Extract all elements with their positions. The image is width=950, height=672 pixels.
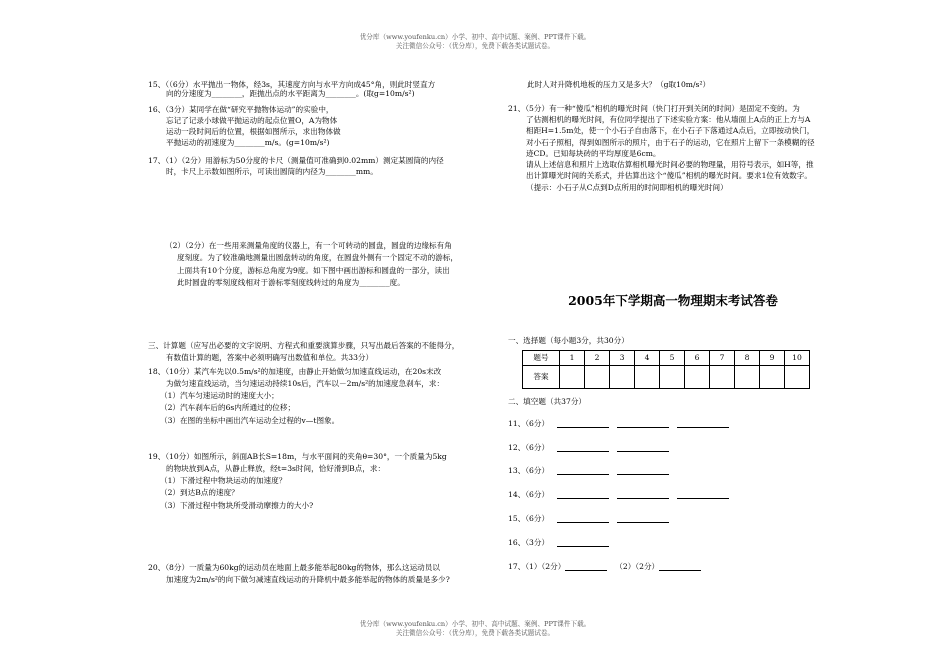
fill-15-blank-1[interactable] xyxy=(557,514,609,523)
q18-line-5: （3）在图的坐标中画出汽车运动全过程的v—t图象。 xyxy=(160,415,340,425)
question-20 xyxy=(148,562,450,586)
fill-12 xyxy=(508,443,669,452)
q17b-line-4: 此时圆盘的零刻度线相对于游标零刻度线转过的角度为________度。 xyxy=(177,277,405,287)
question-16 xyxy=(148,104,341,148)
question-19 xyxy=(148,451,447,512)
q19-line-5: （3）下滑过程中物块所受滑动摩擦力的大小? xyxy=(160,500,314,510)
question-17-part-2 xyxy=(165,240,458,289)
table-num-2: 2 xyxy=(585,351,610,366)
q21-line-4: 对小石子照相，得到如图所示的照片，由于石子的运动，它在照片上留下一条模糊的径 xyxy=(526,137,815,147)
q19-line-1: 19、（10分）如图所示，斜面AB长S=18m，与水平面间的夹角θ=30°，一个质量为5kg xyxy=(148,452,447,461)
fill-16 xyxy=(508,538,609,547)
table-num-5: 5 xyxy=(660,351,685,366)
footer-line-1: 优分库（www.youfenku.cn）小学、初中、高中试题、案例、PPT课件下载。 xyxy=(359,620,591,628)
fill-14 xyxy=(508,490,729,499)
fill-17-blank-2[interactable] xyxy=(659,562,701,571)
page-footer xyxy=(0,620,950,638)
q20-continued-line: 此时人对升降机地板的压力又是多大？（g取10m/s²） xyxy=(527,80,711,89)
q18-line-4: （2）汽车刹车后的6s内所通过的位移； xyxy=(160,403,296,413)
table-answer-label: 答案 xyxy=(523,366,560,389)
table-num-10: 10 xyxy=(785,351,810,366)
table-header-label: 题号 xyxy=(523,351,560,366)
q16-line-4: 平抛运动的初速度为________m/s。(g=10m/s²) xyxy=(166,138,330,147)
answer-cell-8[interactable] xyxy=(735,366,760,389)
q19-line-2: 的物块放到A点，从静止释放，经t=3s时间，恰好滑到B点，求： xyxy=(166,464,386,474)
section-2-heading: 二、填空题（共37分） xyxy=(508,397,587,406)
q17-line-2: 时，卡尺上示数如图所示，可读出圆筒的内径为________mm。 xyxy=(166,167,378,176)
table-num-9: 9 xyxy=(760,351,785,366)
q20-line-1: 20、（8分）一质量为60kg的运动员在地面上最多能举起80kg的物体，那么这运动员以 xyxy=(148,563,440,572)
q21-line-2: 了估测相机的曝光时间，有位同学提出了下述实验方案：他从墙面上A点的正上方与A xyxy=(526,115,811,125)
answer-cell-5[interactable] xyxy=(660,366,685,389)
answer-cell-2[interactable] xyxy=(585,366,610,389)
header-line-1: 优分库（www.youfenku.cn）小学、初中、高中试题、案例、PPT课件下载。 xyxy=(359,33,591,41)
q16-line-1: 16、（3分）某同学在做“研究平抛物体运动”的实验中， xyxy=(148,105,334,114)
fill-13-blank-2[interactable] xyxy=(617,466,669,475)
table-num-8: 8 xyxy=(735,351,760,366)
fill-15 xyxy=(508,514,669,523)
fill-14-blank-3[interactable] xyxy=(677,490,729,499)
q17-line-1: 17、（1）（2分）用游标为50分度的卡尺（测量值可准确到0.02mm）测定某圆筒的内径 xyxy=(148,156,444,165)
question-17 xyxy=(148,155,444,177)
q18-line-1: 18、（10分）某汽车先以0.5m/s²的加速度，由静止开始做匀加速直线运动，在20s末改 xyxy=(148,367,442,376)
q15-line-2: 向的分速度为________，距抛出点的水平距离为________。(取g=10m/s²) xyxy=(166,89,415,99)
table-num-7: 7 xyxy=(710,351,735,366)
q21-line-7: 出计算曝光时间的关系式，并估算出这个“傻瓜”相机的曝光时间。要求1位有效数字。 xyxy=(526,171,812,181)
fill-12-blank-2[interactable] xyxy=(617,443,669,452)
fill-15-blank-2[interactable] xyxy=(617,514,669,523)
section3-line-1: 三、计算题（应写出必要的文字说明、方程式和重要演算步骤，只写出最后答案的不能得分， xyxy=(148,341,460,350)
table-num-1: 1 xyxy=(560,351,585,366)
table-num-6: 6 xyxy=(685,351,710,366)
answer-cell-10[interactable] xyxy=(785,366,810,389)
fill-17-part-2-label: （2）（2分） xyxy=(615,562,660,571)
table-num-4: 4 xyxy=(635,351,660,366)
q15-line-1: 15、（（6分）水平抛出一物体，经3s，其速度方向与水平方向成45°角，则此时竖直方 xyxy=(148,80,436,89)
fill-11-blank-3[interactable] xyxy=(677,419,729,428)
section-1-heading: 一、选择题（每小题3分，共30分） xyxy=(508,336,629,345)
answer-cell-9[interactable] xyxy=(760,366,785,389)
question-18 xyxy=(148,366,444,427)
table-num-3: 3 xyxy=(610,351,635,366)
fill-17 xyxy=(508,562,701,571)
fill-13-blank-1[interactable] xyxy=(557,466,609,475)
fill-12-blank-1[interactable] xyxy=(557,443,609,452)
fill-16-blank-1[interactable] xyxy=(557,538,609,547)
question-21 xyxy=(508,103,815,193)
q16-line-3: 运动一段时间后的位置，根据如图所示，求出物体做 xyxy=(166,127,341,136)
q17b-line-2: 度刻度。为了较准确地测量出圆盘转动的角度，在圆盘外侧有一个固定不动的游标， xyxy=(177,253,458,263)
fill-14-label: 14、（6分） xyxy=(508,490,550,499)
fill-17-part-1-label: 17、（1）（2分） xyxy=(508,562,566,571)
question-20-continued xyxy=(527,80,710,89)
section-3-heading xyxy=(148,340,459,364)
q17b-line-1: （2）（2分）在一些用来测量角度的仪器上，有一个可转动的圆盘，圆盘的边缘标有角 xyxy=(165,241,452,250)
q16-line-2: 忘记了记录小球做平抛运动的起点位置O，A为物体 xyxy=(166,116,338,125)
answer-cell-1[interactable] xyxy=(560,366,585,389)
answer-sheet-title: 2005年下学期高一物理期末考试答卷 xyxy=(568,293,778,308)
answer-cell-7[interactable] xyxy=(710,366,735,389)
fill-14-blank-1[interactable] xyxy=(557,490,609,499)
q20-line-2: 加速度为2m/s²的向下做匀减速直线运动的升降机中最多能举起的物体的质量是多少? xyxy=(166,575,450,585)
fill-11-label: 11、（6分） xyxy=(508,419,550,428)
q21-line-1: 21、（5分）有一种“傻瓜”相机的曝光时间（快门打开到关闭的时间）是固定不变的。为 xyxy=(508,104,800,113)
q19-line-3: （1）下滑过程中物块运动的加速度？ xyxy=(160,476,287,486)
fill-13-label: 13、（6分） xyxy=(508,466,550,475)
answer-cell-6[interactable] xyxy=(685,366,710,389)
answer-table-answer-row xyxy=(523,366,810,389)
answer-table xyxy=(522,350,810,389)
q18-line-3: （1）汽车匀速运动时的速度大小； xyxy=(160,391,279,401)
fill-13 xyxy=(508,466,669,475)
q21-line-3: 相距H=1.5m处，使一个小石子自由落下，在小石子下落通过A点后，立即按动快门， xyxy=(526,126,815,136)
footer-line-2: 关注微信公众号：（优分库），免费下载各类试题试卷。 xyxy=(395,628,555,637)
fill-14-blank-2[interactable] xyxy=(617,490,669,499)
q21-line-6: 请从上述信息和照片上选取估算相机曝光时间必要的物理量，用符号表示，如H等，推 xyxy=(526,160,814,170)
answer-cell-3[interactable] xyxy=(610,366,635,389)
fill-11-blank-2[interactable] xyxy=(617,419,669,428)
answer-cell-4[interactable] xyxy=(635,366,660,389)
header-line-2: 关注微信公众号：（优分库），免费下载各类试题试卷。 xyxy=(395,41,555,50)
fill-11-blank-1[interactable] xyxy=(557,419,609,428)
fill-11 xyxy=(508,419,729,428)
question-15 xyxy=(148,80,435,98)
q17b-line-3: 上面共有10个分度，游标总角度为9度。如下图中画出游标和圆盘的一部分，读出 xyxy=(177,265,450,275)
answer-table-number-row xyxy=(523,351,810,366)
q19-line-4: （2）到达B点的速度？ xyxy=(160,488,239,498)
fill-17-blank-1[interactable] xyxy=(565,562,607,571)
q21-line-5: 迹CD。已知每块砖的平均厚度是6cm。 xyxy=(526,148,661,158)
fill-12-label: 12、（6分） xyxy=(508,443,550,452)
section3-line-2: 有数值计算的题，答案中必须明确写出数值和单位。共33分） xyxy=(166,353,374,363)
q21-line-8: （提示：小石子从C点到D点所用的时间即相机的曝光时间） xyxy=(526,182,728,192)
fill-15-label: 15、（6分） xyxy=(508,514,550,523)
q18-line-2: 为做匀速直线运动，当匀速运动持续10s后，汽车以－2m/s²的加速度急刹车，求： xyxy=(166,379,445,389)
fill-16-label: 16、（3分） xyxy=(508,538,550,547)
page-header xyxy=(0,33,950,51)
